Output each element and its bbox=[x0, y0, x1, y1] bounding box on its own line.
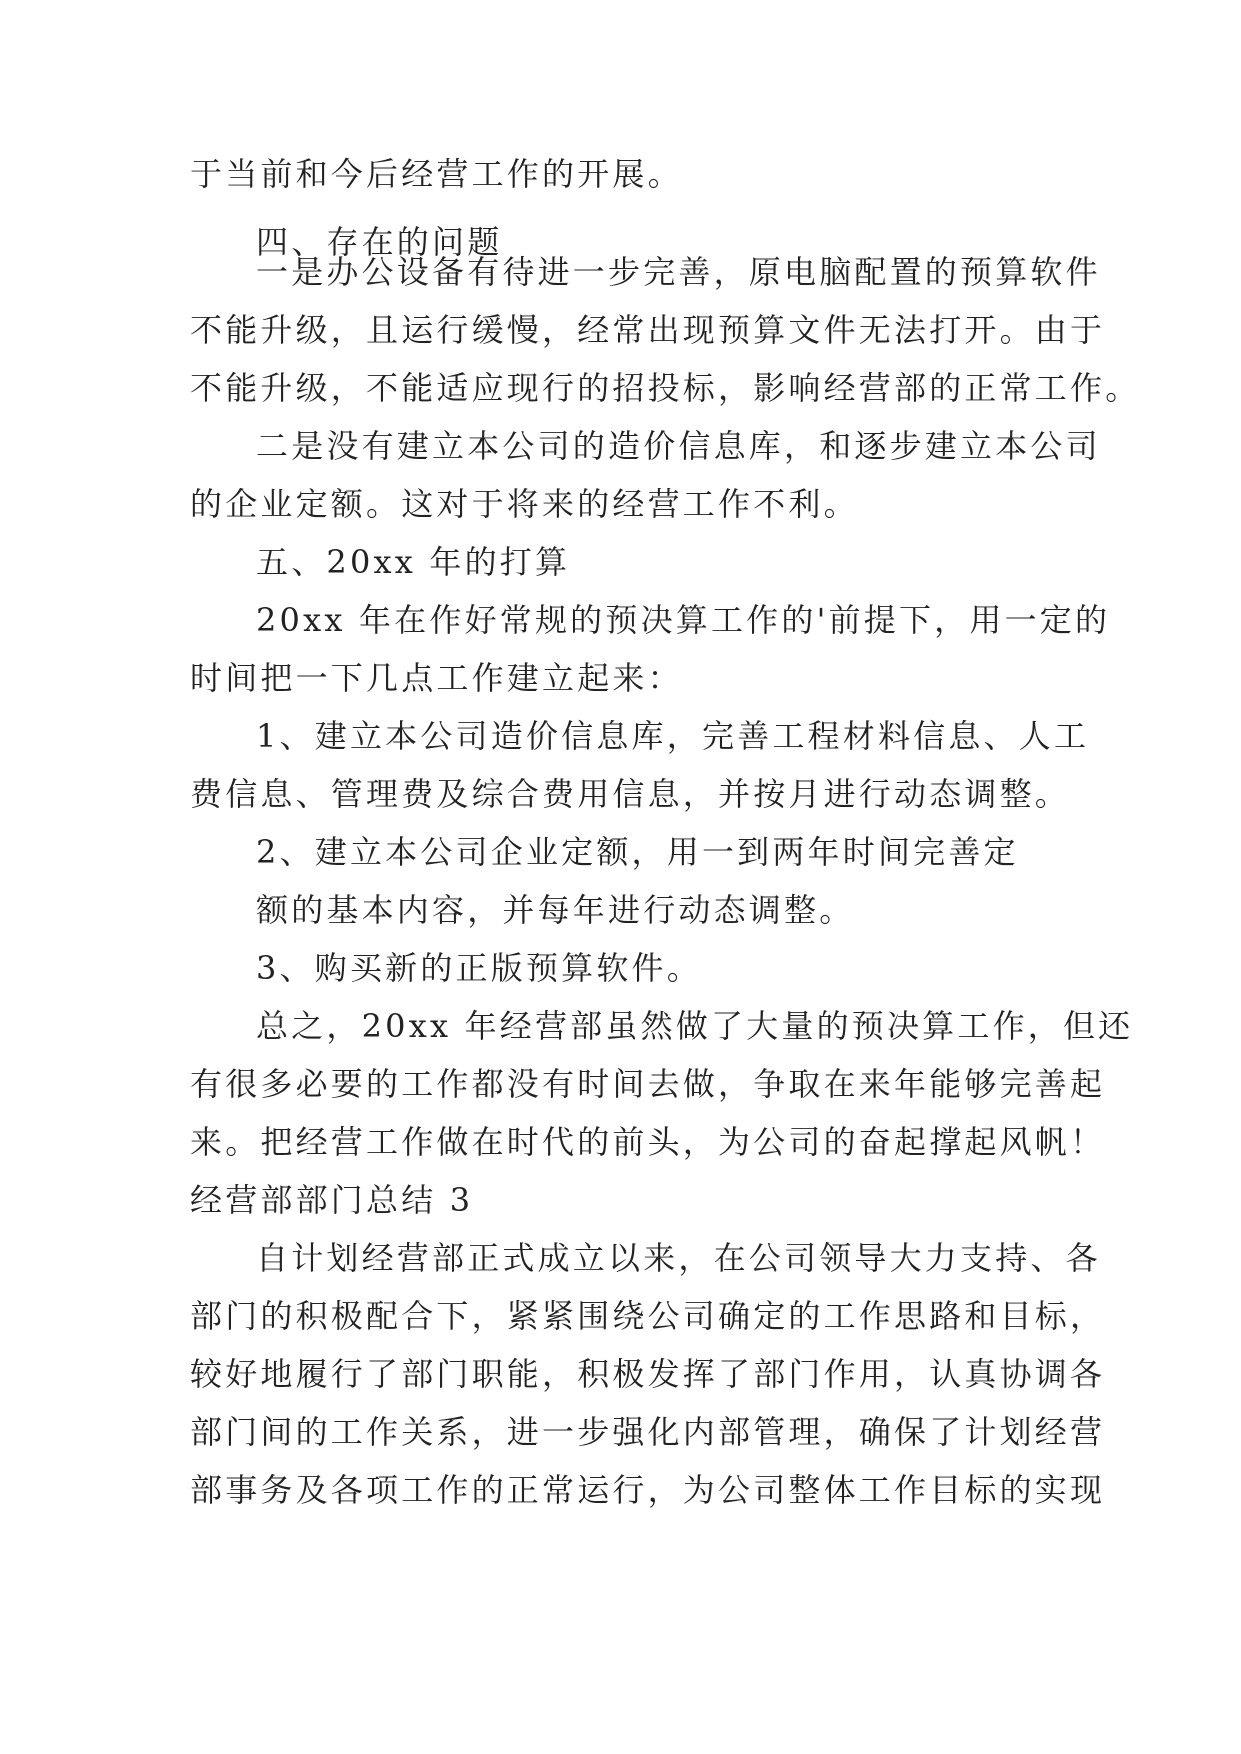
paragraph-line: 费信息、管理费及综合费用信息，并按月进行动态调整。 bbox=[190, 775, 1071, 813]
paragraph-line: 二是没有建立本公司的造价信息库，和逐步建立本公司 bbox=[256, 427, 1101, 465]
paragraph-line: 3、购买新的正版预算软件。 bbox=[256, 949, 702, 987]
paragraph-line: 自计划经营部正式成立以来，在公司领导大力支持、各 bbox=[256, 1239, 1101, 1277]
paragraph-line: 2、建立本公司企业定额，用一到两年时间完善定 bbox=[256, 833, 1019, 871]
section-heading: 四、存在的问题 bbox=[256, 223, 503, 261]
paragraph-line: 时间把一下几点工作建立起来： bbox=[190, 659, 683, 697]
paragraph-line: 不能升级，不能适应现行的招投标，影响经营部的正常工作。 bbox=[190, 369, 1141, 407]
section-heading: 五、20xx 年的打算 bbox=[256, 543, 571, 581]
paragraph-line: 有很多必要的工作都没有时间去做，争取在来年能够完善起 bbox=[190, 1065, 1106, 1103]
paragraph-line: 部门间的工作关系，进一步强化内部管理，确保了计划经营 bbox=[190, 1413, 1106, 1451]
paragraph-line: 较好地履行了部门职能，积极发挥了部门作用，认真协调各 bbox=[190, 1355, 1106, 1393]
paragraph-line: 于当前和今后经营工作的开展。 bbox=[190, 155, 683, 193]
paragraph-line: 部事务及各项工作的正常运行，为公司整体工作目标的实现 bbox=[190, 1471, 1106, 1509]
paragraph-line: 部门的积极配合下，紧紧围绕公司确定的工作思路和目标， bbox=[190, 1297, 1106, 1335]
paragraph-line: 不能升级，且运行缓慢，经常出现预算文件无法打开。由于 bbox=[190, 311, 1106, 349]
paragraph-line: 一是办公设备有待进一步完善，原电脑配置的预算软件 bbox=[256, 253, 1101, 291]
paragraph-line: 额的基本内容，并每年进行动态调整。 bbox=[256, 891, 855, 929]
section-title: 经营部部门总结 3 bbox=[190, 1181, 474, 1219]
paragraph-line: 的企业定额。这对于将来的经营工作不利。 bbox=[190, 485, 859, 523]
paragraph-line: 20xx 年在作好常规的预决算工作的'前提下，用一定的 bbox=[256, 601, 1111, 639]
paragraph-line: 总之，20xx 年经营部虽然做了大量的预决算工作，但还 bbox=[256, 1007, 1134, 1045]
paragraph-line: 来。把经营工作做在时代的前头，为公司的奋起撑起风帆！ bbox=[190, 1123, 1106, 1161]
paragraph-line: 1、建立本公司造价信息库，完善工程材料信息、人工 bbox=[256, 717, 1090, 755]
